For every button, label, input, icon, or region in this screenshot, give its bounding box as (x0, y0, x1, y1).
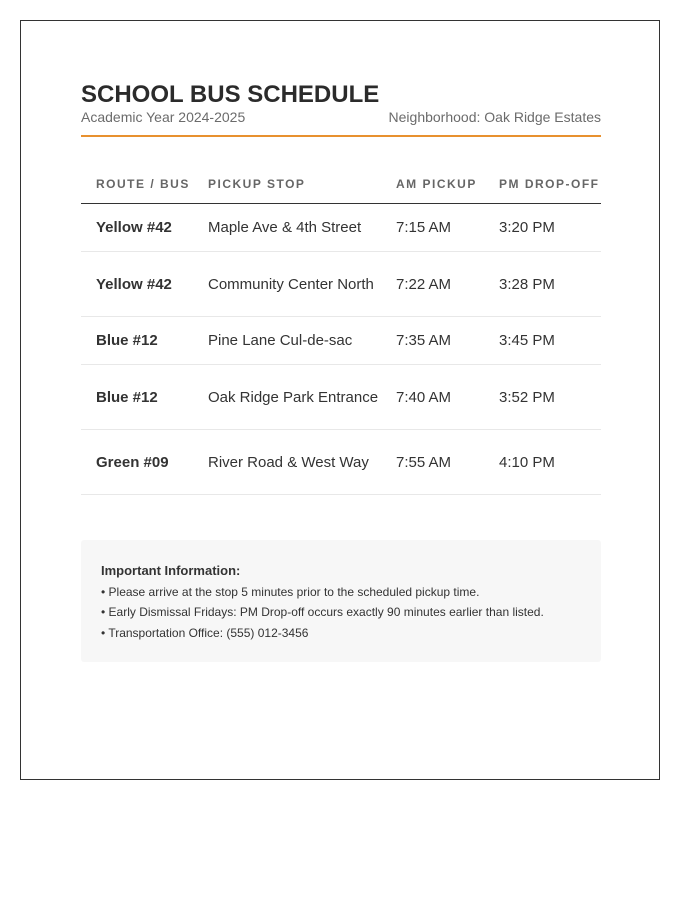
page-title: SCHOOL BUS SCHEDULE (81, 81, 380, 108)
table-row (81, 365, 601, 430)
schedule-table (81, 163, 601, 495)
info-title: Important Information: (101, 563, 241, 578)
neighborhood-label: Neighborhood: Oak Ridge Estates (388, 109, 601, 125)
table-row (81, 317, 601, 365)
am-pickup-cell: 7:22 AM (381, 252, 484, 317)
pm-dropoff-cell: 3:45 PM (484, 317, 601, 365)
header-pm-dropoff: PM DROP-OFF (484, 163, 601, 204)
info-line: • Please arrive at the stop 5 minutes prior to the scheduled pickup time. (101, 584, 480, 599)
stop-cell: Maple Ave & 4th Street (193, 204, 381, 252)
route-cell: Blue #12 (81, 317, 193, 365)
header-subtitle-row (81, 109, 601, 125)
stop-cell: Community Center North (193, 252, 381, 317)
table-row (81, 430, 601, 495)
am-pickup-cell: 7:15 AM (381, 204, 484, 252)
pm-dropoff-cell: 3:28 PM (484, 252, 601, 317)
important-info-box (81, 540, 601, 662)
info-line: • Early Dismissal Fridays: PM Drop-off occurs exactly 90 minutes earlier than listed. (101, 605, 544, 619)
pm-dropoff-cell: 3:52 PM (484, 365, 601, 430)
header-am-pickup: AM PICKUP (381, 163, 484, 204)
am-pickup-cell: 7:55 AM (381, 430, 484, 495)
route-cell: Blue #12 (81, 365, 193, 430)
am-pickup-cell: 7:40 AM (381, 365, 484, 430)
pm-dropoff-cell: 3:20 PM (484, 204, 601, 252)
schedule-page (20, 20, 660, 780)
stop-cell: Oak Ridge Park Entrance (193, 365, 381, 430)
pm-dropoff-cell: 4:10 PM (484, 430, 601, 495)
route-cell: Yellow #42 (81, 204, 193, 252)
stop-cell: River Road & West Way (193, 430, 381, 495)
document-header (81, 81, 601, 137)
info-line: • Transportation Office: (555) 012-3456 (101, 625, 309, 640)
academic-year: Academic Year 2024-2025 (81, 109, 246, 125)
am-pickup-cell: 7:35 AM (381, 317, 484, 365)
table-row (81, 252, 601, 317)
header-pickup-stop: PICKUP STOP (193, 163, 381, 204)
table-header-row (81, 163, 601, 204)
route-cell: Yellow #42 (81, 252, 193, 317)
route-cell: Green #09 (81, 430, 193, 495)
stop-cell: Pine Lane Cul-de-sac (193, 317, 381, 365)
table-row (81, 204, 601, 252)
header-route-bus: ROUTE / BUS (81, 163, 193, 204)
